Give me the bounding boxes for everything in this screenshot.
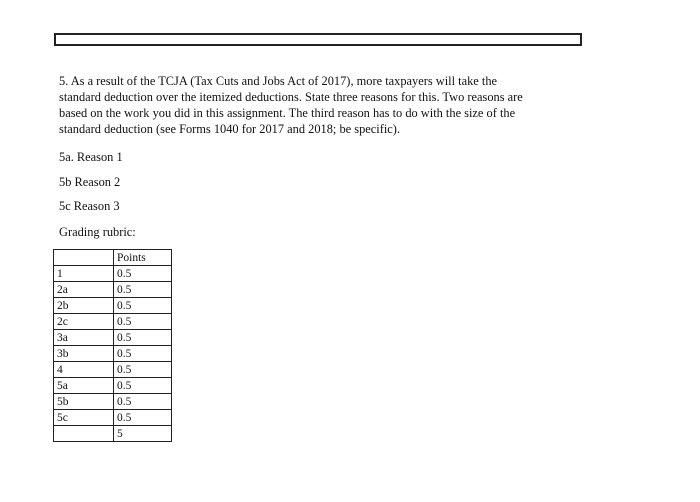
item-cell: 3a bbox=[54, 330, 114, 346]
table-row bbox=[54, 314, 172, 330]
table-row bbox=[54, 362, 172, 378]
points-cell: 0.5 bbox=[114, 410, 172, 426]
points-cell: 0.5 bbox=[114, 346, 172, 362]
table-header-row bbox=[54, 250, 172, 266]
item-cell: 5a bbox=[54, 378, 114, 394]
item-cell: 3b bbox=[54, 346, 114, 362]
points-cell: 0.5 bbox=[114, 378, 172, 394]
question-text bbox=[59, 73, 599, 137]
table-row bbox=[54, 298, 172, 314]
item-cell: 5c bbox=[54, 410, 114, 426]
item-cell bbox=[54, 426, 114, 442]
reason-5b: 5b Reason 2 bbox=[59, 175, 121, 189]
points-cell: 0.5 bbox=[114, 394, 172, 410]
points-cell: 0.5 bbox=[114, 330, 172, 346]
table-row bbox=[54, 282, 172, 298]
header-cell bbox=[54, 250, 114, 266]
points-cell: 0.5 bbox=[114, 362, 172, 378]
question-line: based on the work you did in this assignment. The third reason has to do with the size of the bbox=[59, 106, 516, 120]
header-cell: Points bbox=[114, 250, 172, 266]
table-total-row bbox=[54, 426, 172, 442]
question-line: 5. As a result of the TCJA (Tax Cuts and Jobs Act of 2017), more taxpayers will take the bbox=[59, 74, 498, 88]
points-cell: 0.5 bbox=[114, 298, 172, 314]
question-line: standard deduction (see Forms 1040 for 2017 and 2018; be specific). bbox=[59, 122, 401, 136]
total-points-cell: 5 bbox=[114, 426, 172, 442]
item-cell: 2b bbox=[54, 298, 114, 314]
points-cell: 0.5 bbox=[114, 282, 172, 298]
rubric-table bbox=[53, 249, 172, 442]
item-cell: 2c bbox=[54, 314, 114, 330]
points-cell: 0.5 bbox=[114, 266, 172, 282]
table-row bbox=[54, 378, 172, 394]
item-cell: 2a bbox=[54, 282, 114, 298]
table-row bbox=[54, 346, 172, 362]
table-row bbox=[54, 266, 172, 282]
reason-5a: 5a. Reason 1 bbox=[59, 150, 123, 164]
table-row bbox=[54, 410, 172, 426]
points-cell: 0.5 bbox=[114, 314, 172, 330]
answer-box bbox=[54, 33, 582, 46]
item-cell: 5b bbox=[54, 394, 114, 410]
item-cell: 1 bbox=[54, 266, 114, 282]
reason-5c: 5c Reason 3 bbox=[59, 199, 120, 213]
question-line: standard deduction over the itemized deductions. State three reasons for this. Two reasons are bbox=[59, 90, 523, 104]
item-cell: 4 bbox=[54, 362, 114, 378]
table-row bbox=[54, 394, 172, 410]
rubric-label: Grading rubric: bbox=[59, 225, 136, 239]
table-row bbox=[54, 330, 172, 346]
